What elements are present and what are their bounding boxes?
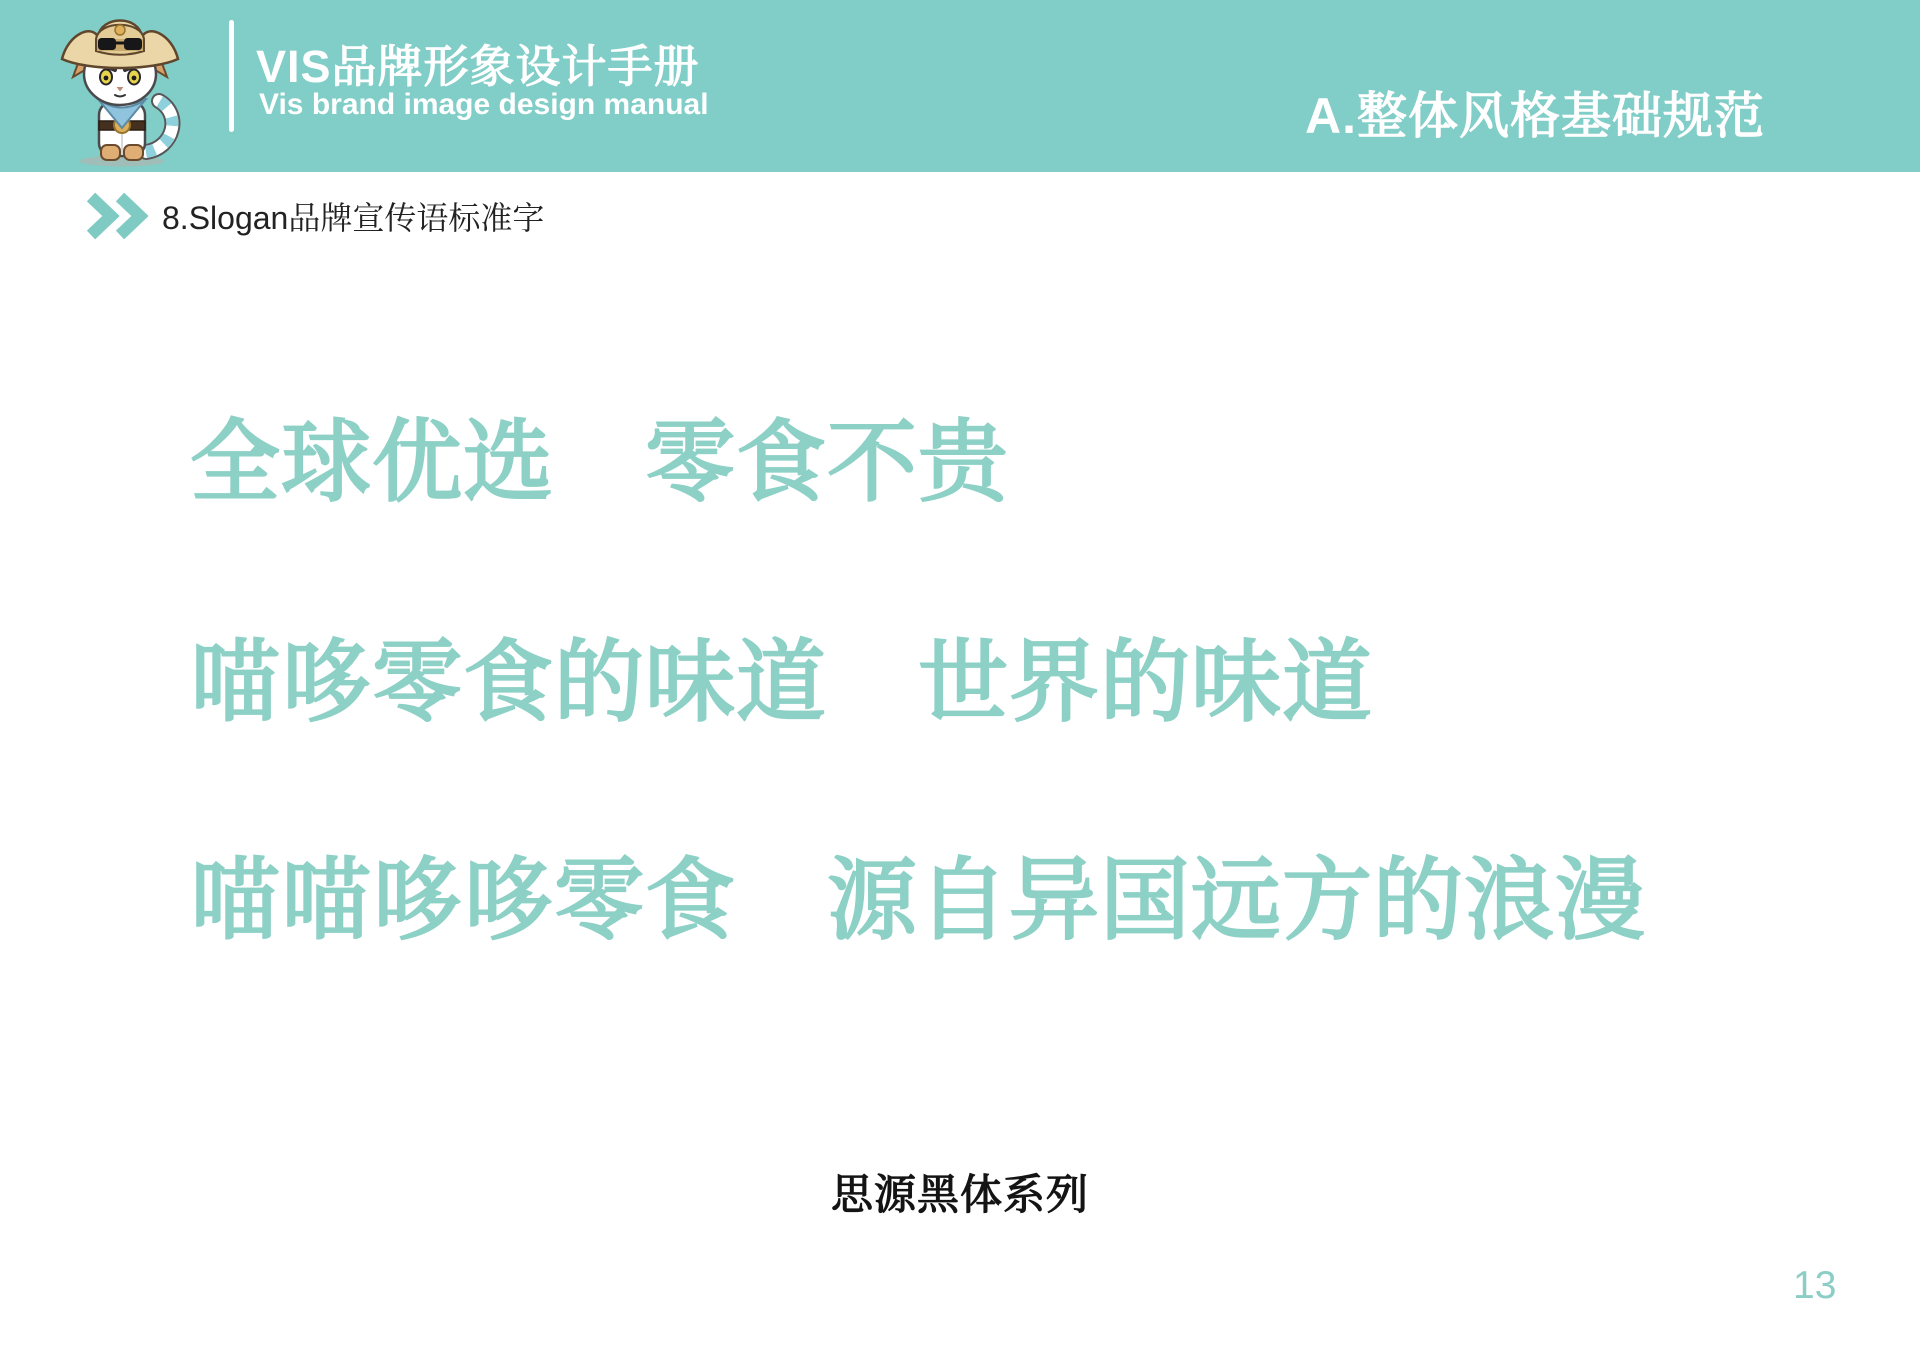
- page-heading: [84, 192, 544, 240]
- header-divider: [229, 20, 234, 132]
- section-label: A.整体风格基础规范: [1305, 88, 1765, 144]
- font-series-label: 思源黑体系列: [830, 1171, 1089, 1218]
- slogan-line-3: 喵喵哆哆零食 源自异国远方的浪漫: [190, 851, 1646, 951]
- manual-title-en: Vis brand image design manual: [259, 88, 709, 121]
- manual-title-zh: VIS品牌形象设计手册: [256, 41, 700, 92]
- slogan-line-1: 全球优选 零食不贵: [190, 413, 1009, 513]
- page-heading-label: 8.Slogan品牌宣传语标准字: [162, 200, 545, 236]
- cowboy-cat-mascot-icon: [52, 4, 188, 168]
- slogan-line-2: 喵哆零食的味道 世界的味道: [190, 633, 1373, 733]
- page-number: 13: [1793, 1264, 1837, 1307]
- double-chevron-icon: [84, 192, 148, 240]
- header-bar: [0, 0, 1920, 172]
